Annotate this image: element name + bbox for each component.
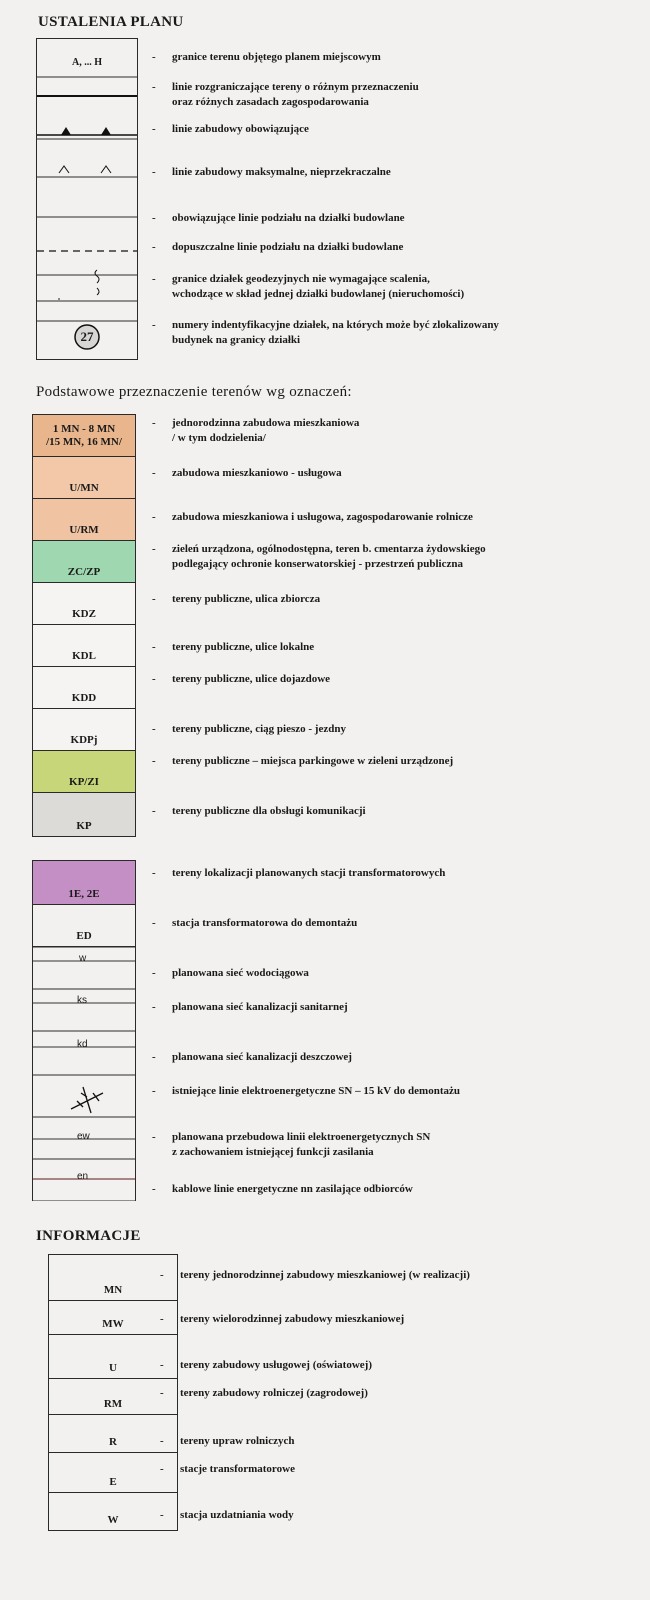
section-title-ustalenia: USTALENIA PLANU — [38, 14, 184, 30]
filled-triangle-icon — [101, 127, 111, 135]
legend-desc: - planowana sieć wodociągowa — [152, 967, 309, 979]
transformer-removal-cell: ED — [33, 905, 135, 947]
legend-desc: - tereny upraw rolniczych — [160, 1435, 295, 1447]
line-label-en: en — [77, 1171, 89, 1182]
legend-desc: - tereny zabudowy usługowej (oświatowej) — [160, 1359, 372, 1371]
land-use-swatch: 1 MN - 8 MN /15 MN, 16 MN/ — [33, 415, 135, 457]
legend-desc: - linie zabudowy maksymalne, nieprzekraczalne — [152, 166, 391, 178]
open-triangle-icon — [101, 166, 111, 173]
legend-desc: - zabudowa mieszkaniowo - usługowa — [152, 467, 342, 479]
line-label-w: w — [79, 953, 87, 964]
legend-desc: - stacje transformatorowe — [160, 1463, 295, 1475]
land-use-swatch: KP/ZI — [33, 751, 135, 793]
legend-desc: - zieleń urządzona, ogólnodostępna, teren b. cmentarza żydowskiego podlegający ochronie konserwatorskiej - przestrzeń publiczna — [152, 543, 486, 570]
legend-cell: E — [49, 1453, 177, 1493]
legend-desc: - tereny jednorodzinnej zabudowy mieszkaniowej (w realizacji) — [160, 1269, 470, 1281]
land-use-swatch: U/RM — [33, 499, 135, 541]
legend-desc: - istniejące linie elektroenergetyczne SN – 15 kV do demontażu — [152, 1085, 460, 1097]
legend-desc: - dopuszczalne linie podziału na działki budowlane — [152, 241, 404, 253]
legend-cell: MW — [49, 1301, 177, 1335]
plot-number: 27 — [80, 329, 94, 344]
legend-desc: - granice działek geodezyjnych nie wymagające scalenia, wchodzące w skład jednej działki budowlanej (nieruchomości) — [152, 273, 465, 300]
legend-desc: - tereny lokalizacji planowanych stacji transformatorowych — [152, 867, 446, 879]
legend-desc: - tereny publiczne, ciąg pieszo - jezdny — [152, 723, 346, 735]
legend-desc: - tereny publiczne, ulice lokalne — [152, 641, 315, 653]
land-use-swatch: KP — [33, 793, 135, 837]
legend-desc: - stacja uzdatniania wody — [160, 1509, 294, 1521]
legend-desc: - stacja transformatorowa do demontażu — [152, 917, 358, 929]
land-use-swatch: ZC/ZP — [33, 541, 135, 583]
legend-desc: - linie zabudowy obowiązujące — [152, 123, 309, 135]
legend-desc: - kablowe linie energetyczne nn zasilające odbiorców — [152, 1183, 413, 1195]
legend-cell: W — [49, 1493, 177, 1531]
legend-desc: - planowana sieć kanalizacji deszczowej — [152, 1051, 352, 1063]
legend-desc: - tereny publiczne, ulice dojazdowe — [152, 673, 331, 685]
legend-desc: - tereny publiczne, ulica zbiorcza — [152, 593, 321, 605]
land-use-swatch: KDL — [33, 625, 135, 667]
infrastruktura-legend-column — [32, 860, 136, 1201]
ustalenia-symbols — [37, 39, 137, 359]
legend-desc: - zabudowa mieszkaniowa i usługowa, zagospodarowanie rolnicze — [152, 511, 473, 523]
przeznaczenie-legend-column — [32, 414, 136, 837]
legend-cell: MN — [49, 1255, 177, 1301]
legend-symbol-boundary: A, ... H — [72, 57, 102, 68]
legend-desc: - planowana przebudowa linii elektroenergetycznych SN z zachowaniem istniejącej funkcji zasilania — [152, 1131, 431, 1158]
section-title-informacje: INFORMACJE — [36, 1228, 141, 1244]
power-line-removal-icon — [71, 1087, 103, 1113]
legend-cell: RM — [49, 1379, 177, 1415]
section-title-przeznaczenie: Podstawowe przeznaczenie terenów wg oznaczeń: — [36, 384, 352, 400]
network-line-symbols — [33, 861, 135, 1201]
land-use-swatch: KDZ — [33, 583, 135, 625]
legend-desc: - tereny wielorodzinnej zabudowy mieszkaniowej — [160, 1313, 405, 1325]
legend-desc: - linie rozgraniczające tereny o różnym przeznaczeniu oraz różnych zasadach zagospodarowania — [152, 81, 419, 108]
line-label-kd: kd — [77, 1039, 88, 1050]
legend-desc: - tereny publiczne dla obsługi komunikacji — [152, 805, 366, 817]
legend-desc: - granice terenu objętego planem miejscowym — [152, 51, 381, 63]
ustalenia-legend-column — [36, 38, 138, 360]
filled-triangle-icon — [61, 127, 71, 135]
line-label-ks: ks — [77, 995, 87, 1006]
line-label-ew: ew — [77, 1131, 90, 1142]
legend-desc: - planowana sieć kanalizacji sanitarnej — [152, 1001, 348, 1013]
land-use-swatch: KDPj — [33, 709, 135, 751]
legend-cell: R — [49, 1415, 177, 1453]
legend-desc: - tereny zabudowy rolniczej (zagrodowej) — [160, 1387, 368, 1399]
transformer-site-swatch: 1E, 2E — [33, 861, 135, 905]
legend-desc: - numery indentyfikacyjne działek, na których może być zlokalizowany budynek na granicy działki — [152, 319, 499, 346]
informacje-legend-column — [48, 1254, 178, 1531]
land-use-swatch: KDD — [33, 667, 135, 709]
legend-cell: U — [49, 1335, 177, 1379]
land-use-swatch: U/MN — [33, 457, 135, 499]
open-triangle-icon — [59, 166, 69, 173]
legend-desc: - tereny publiczne – miejsca parkingowe w zieleni urządzonej — [152, 755, 454, 767]
legend-desc: - obowiązujące linie podziału na działki budowlane — [152, 212, 405, 224]
squiggle-icon — [95, 270, 99, 295]
legend-desc: - jednorodzinna zabudowa mieszkaniowa / w tym dodzielenia/ — [152, 417, 360, 444]
